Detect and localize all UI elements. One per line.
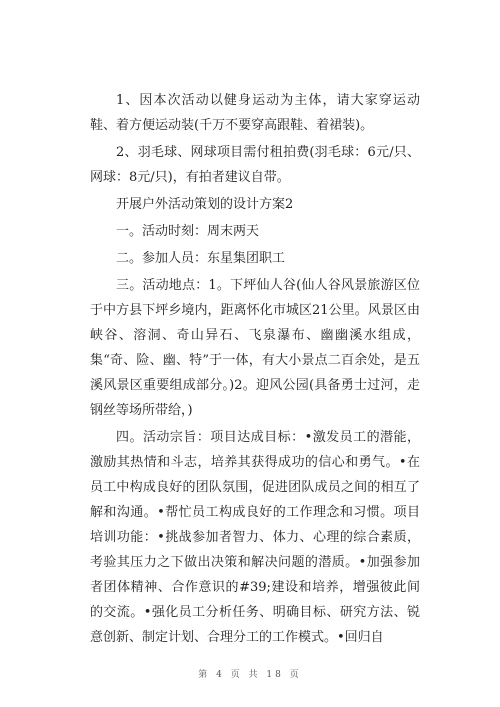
page-number-footer: 第 4 页 共 18 页 — [198, 670, 302, 680]
paragraph-notice-1: 1、因本次活动以健身运动为主体，请大家穿运动鞋、着方便运动装(千万不要穿高跟鞋、着裙装)。 — [90, 93, 420, 133]
paragraph-location: 三。活动地点：1。下坪仙人谷(仙人谷风景旅游区位于中方县下坪乡境内，距离怀化市城区21公里。风景区由峡谷、溶洞、奇山异石、飞泉瀑布、幽幽溪水组成，集“奇、险、幽、特”于一体，有大小景点二百余处，是五溪风景区重要组成部分。)2。迎风公园(具备勇士过河，走钢丝等场所带给，) — [90, 278, 420, 418]
document-body — [90, 88, 420, 650]
paragraph-activity-time: 一。活动时刻：周末两天 — [116, 224, 260, 239]
paragraph-purpose: 四。活动宗旨：项目达成目标：•激发员工的潜能，激励其热情和斗志，培养其获得成功的信心和勇气。•在员工中构成良好的团队氛围，促进团队成员之间的相互了解和沟通。•帮忙员工构成良好的工作理念和习惯。项目培训功能：•挑战参加者智力、体力、心理的综合素质，考验其压力之下做出决策和解决问题的潜质。•加强参加者团体精神、合作意识的#39;建设和培养，增强彼此间的交流。•强化员工分析任务、明确目标、研究方法、锐意创新、制定计划、合理分工的工作模式。•回归自 — [90, 430, 420, 645]
paragraph-participants: 二。参加人员：东星集团职工 — [116, 251, 286, 266]
section-title: 开展户外活动策划的设计方案2 — [116, 197, 294, 212]
paragraph-notice-2: 2、羽毛球、网球项目需付租拍费(羽毛球：6元/只、网球：8元/只)，有拍者建议自带。 — [90, 145, 420, 185]
